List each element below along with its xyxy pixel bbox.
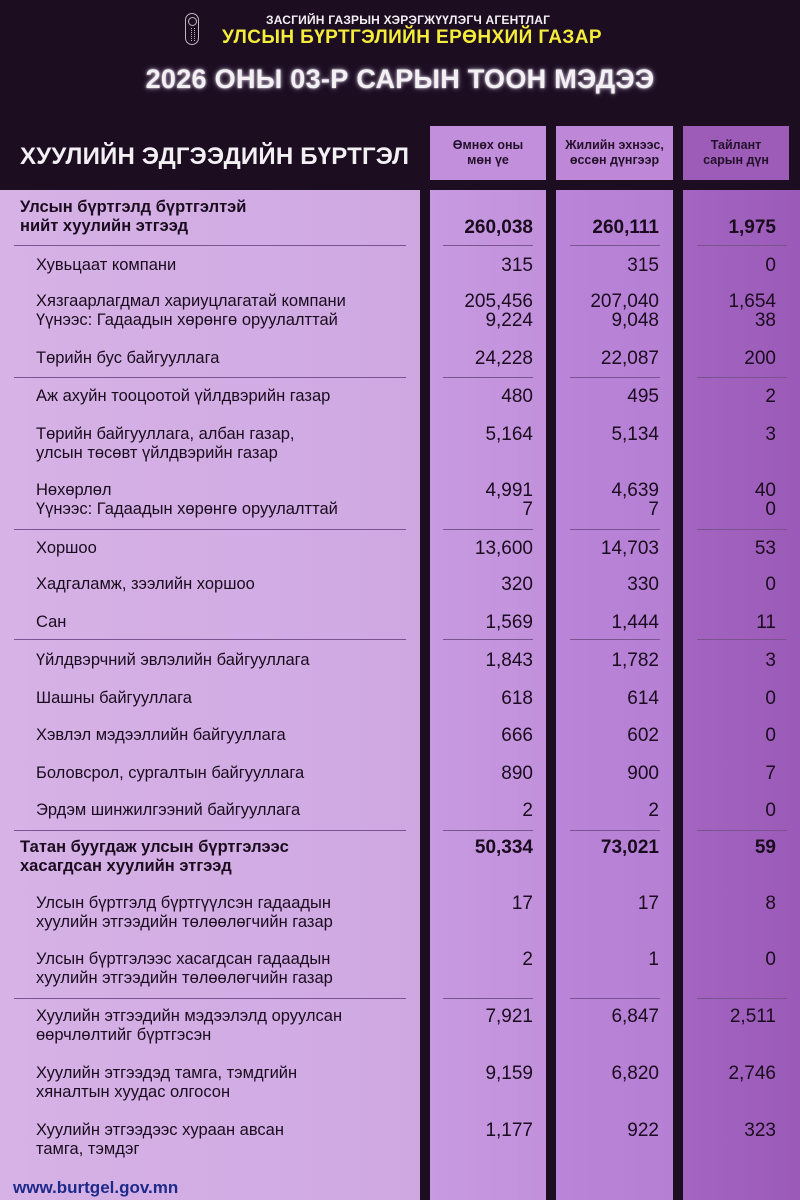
value-prev-year: 480: [501, 386, 533, 407]
agency-name: ЗАСГИЙН ГАЗРЫН ХЭРЭГЖҮҮЛЭГЧ АГЕНТЛАГ: [266, 13, 551, 27]
column-header-ytd: Жилийн эхнээс, өссөн дүнгээр: [556, 126, 673, 180]
row-label: Нөхөрлөл Үүнээс: Гадаадын хөрөнгө оруулалттай: [36, 481, 338, 518]
value-ytd: 22,087: [600, 348, 659, 369]
row-divider: [697, 639, 787, 640]
value-month: 323: [744, 1120, 776, 1141]
value-ytd: 922: [627, 1120, 659, 1141]
value-prev-year: 320: [501, 574, 533, 595]
row-divider: [570, 830, 660, 831]
row-divider: [697, 245, 787, 246]
row-divider: [14, 830, 406, 831]
row-label: Улсын бүртгэлд бүртгэлтэй нийт хуулийн этгээд: [20, 198, 247, 235]
row-divider: [570, 529, 660, 530]
row-label: Эрдэм шинжилгээний байгууллага: [36, 801, 301, 819]
header-banner: [0, 0, 800, 110]
value-ytd: 330: [627, 574, 659, 595]
row-divider: [14, 639, 406, 640]
value-prev-year: 7,921: [485, 1006, 533, 1027]
value-month: 0: [765, 800, 776, 821]
row-label: Хоршоо: [36, 539, 97, 557]
value-month: 0: [765, 725, 776, 746]
value-prev-year: 260,038: [464, 217, 533, 238]
value-prev-year: 1,569: [485, 612, 533, 633]
emblem-icon: [185, 13, 199, 45]
value-month: 7: [765, 763, 776, 784]
row-divider: [443, 639, 533, 640]
row-divider: [14, 998, 406, 999]
value-month: 0: [765, 949, 776, 970]
value-ytd: 260,111: [592, 217, 659, 238]
value-month: 3: [765, 424, 776, 445]
row-label: Хэвлэл мэдээллийн байгууллага: [36, 726, 286, 744]
row-divider: [14, 245, 406, 246]
row-label: Хувьцаат компани: [36, 256, 177, 274]
row-divider: [570, 998, 660, 999]
row-label: Шашны байгууллага: [36, 689, 192, 707]
value-prev-year: 2: [522, 800, 533, 821]
row-divider: [443, 998, 533, 999]
value-ytd: 14,703: [600, 538, 659, 559]
row-divider: [443, 245, 533, 246]
value-ytd: 17: [637, 893, 659, 914]
value-ytd: 1: [648, 949, 659, 970]
value-month: 2,746: [728, 1063, 776, 1084]
value-prev-year: 13,600: [474, 538, 533, 559]
row-divider: [697, 998, 787, 999]
row-label: Төрийн бус байгууллага: [36, 349, 220, 367]
value-month: 0: [765, 255, 776, 276]
row-divider: [697, 377, 787, 378]
value-month: 1,654 38: [728, 291, 776, 331]
section-title: ХУУЛИЙН ЭДГЭЭДИЙН БҮРТГЭЛ: [20, 143, 410, 170]
row-divider: [570, 377, 660, 378]
value-prev-year: 2: [522, 949, 533, 970]
value-ytd: 6,820: [611, 1063, 659, 1084]
column-header-month: Тайлант сарын дүн: [683, 126, 789, 180]
row-divider: [570, 245, 660, 246]
row-label: Аж ахуйн тооцоотой үйлдвэрийн газар: [36, 387, 331, 405]
value-ytd: 5,134: [611, 424, 659, 445]
value-month: 53: [754, 538, 776, 559]
row-divider: [570, 639, 660, 640]
value-prev-year: 9,159: [485, 1063, 533, 1084]
row-label: Төрийн байгууллага, албан газар, улсын төсөвт үйлдвэрийн газар: [36, 425, 295, 462]
value-ytd: 1,782: [611, 650, 659, 671]
row-label: Хуулийн этгээдэд тамга, тэмдгийн хяналтын хуудас олгосон: [36, 1064, 298, 1101]
value-month: 59: [754, 837, 776, 858]
row-divider: [14, 529, 406, 530]
value-month: 3: [765, 650, 776, 671]
value-month: 11: [756, 612, 776, 633]
value-ytd: 315: [627, 255, 659, 276]
row-label: Хадгаламж, зээлийн хоршоо: [36, 575, 255, 593]
row-label: Улсын бүртгэлд бүртгүүлсэн гадаадын хуулийн этгээдийн төлөөлөгчийн газар: [36, 894, 333, 931]
value-month: 8: [765, 893, 776, 914]
value-month: 2,511: [729, 1006, 776, 1027]
value-prev-year: 4,991 7: [485, 480, 533, 520]
value-prev-year: 890: [501, 763, 533, 784]
value-prev-year: 5,164: [485, 424, 533, 445]
value-prev-year: 1,843: [485, 650, 533, 671]
value-prev-year: 17: [511, 893, 533, 914]
value-ytd: 6,847: [611, 1006, 659, 1027]
value-prev-year: 315: [501, 255, 533, 276]
organization-name: УЛСЫН БҮРТГЭЛИЙН ЕРӨНХИЙ ГАЗАР: [222, 27, 602, 48]
value-month: 1,975: [728, 217, 776, 238]
row-label: Хуулийн этгээдээс хураан авсан тамга, тэмдэг: [36, 1121, 284, 1158]
row-divider: [697, 830, 787, 831]
row-label: Улсын бүртгэлээс хасагдсан гадаадын хуулийн этгээдийн төлөөлөгчийн газар: [36, 950, 333, 987]
value-ytd: 73,021: [600, 837, 659, 858]
value-month: 0: [765, 574, 776, 595]
value-prev-year: 666: [501, 725, 533, 746]
row-divider: [14, 377, 406, 378]
value-ytd: 207,040 9,048: [590, 291, 659, 331]
column-header-prev-year: Өмнөх оны мөн үе: [430, 126, 546, 180]
value-ytd: 2: [648, 800, 659, 821]
row-divider: [443, 377, 533, 378]
value-prev-year: 1,177: [485, 1120, 533, 1141]
value-prev-year: 50,334: [474, 837, 533, 858]
row-divider: [443, 830, 533, 831]
page-title: 2026 ОНЫ 03-Р САРЫН ТООН МЭДЭЭ: [145, 64, 655, 94]
value-ytd: 4,639 7: [611, 480, 659, 520]
website-link[interactable]: www.burtgel.gov.mn: [13, 1178, 179, 1197]
value-prev-year: 24,228: [474, 348, 533, 369]
value-ytd: 1,444: [611, 612, 659, 633]
value-month: 2: [765, 386, 776, 407]
value-ytd: 602: [627, 725, 659, 746]
value-prev-year: 618: [501, 688, 533, 709]
value-ytd: 614: [627, 688, 659, 709]
value-month: 0: [765, 688, 776, 709]
row-label: Хуулийн этгээдийн мэдээлэлд оруулсан өөрчлөлтийг бүртгэсэн: [36, 1007, 343, 1044]
row-label: Үйлдвэрчний эвлэлийн байгууллага: [36, 651, 310, 669]
row-label: Боловсрол, сургалтын байгууллага: [36, 764, 305, 782]
value-month: 40 0: [754, 480, 776, 520]
row-divider: [697, 529, 787, 530]
row-label: Сан: [36, 613, 67, 631]
value-ytd: 495: [627, 386, 659, 407]
row-label: Хязгаарлагдмал хариуцлагатай компани Үүнээс: Гадаадын хөрөнгө оруулалттай: [36, 292, 346, 329]
row-label: Татан буугдаж улсын бүртгэлээс хасагдсан хуулийн этгээд: [20, 838, 289, 875]
value-month: 200: [744, 348, 776, 369]
value-prev-year: 205,456 9,224: [464, 291, 533, 331]
row-divider: [443, 529, 533, 530]
value-ytd: 900: [627, 763, 659, 784]
